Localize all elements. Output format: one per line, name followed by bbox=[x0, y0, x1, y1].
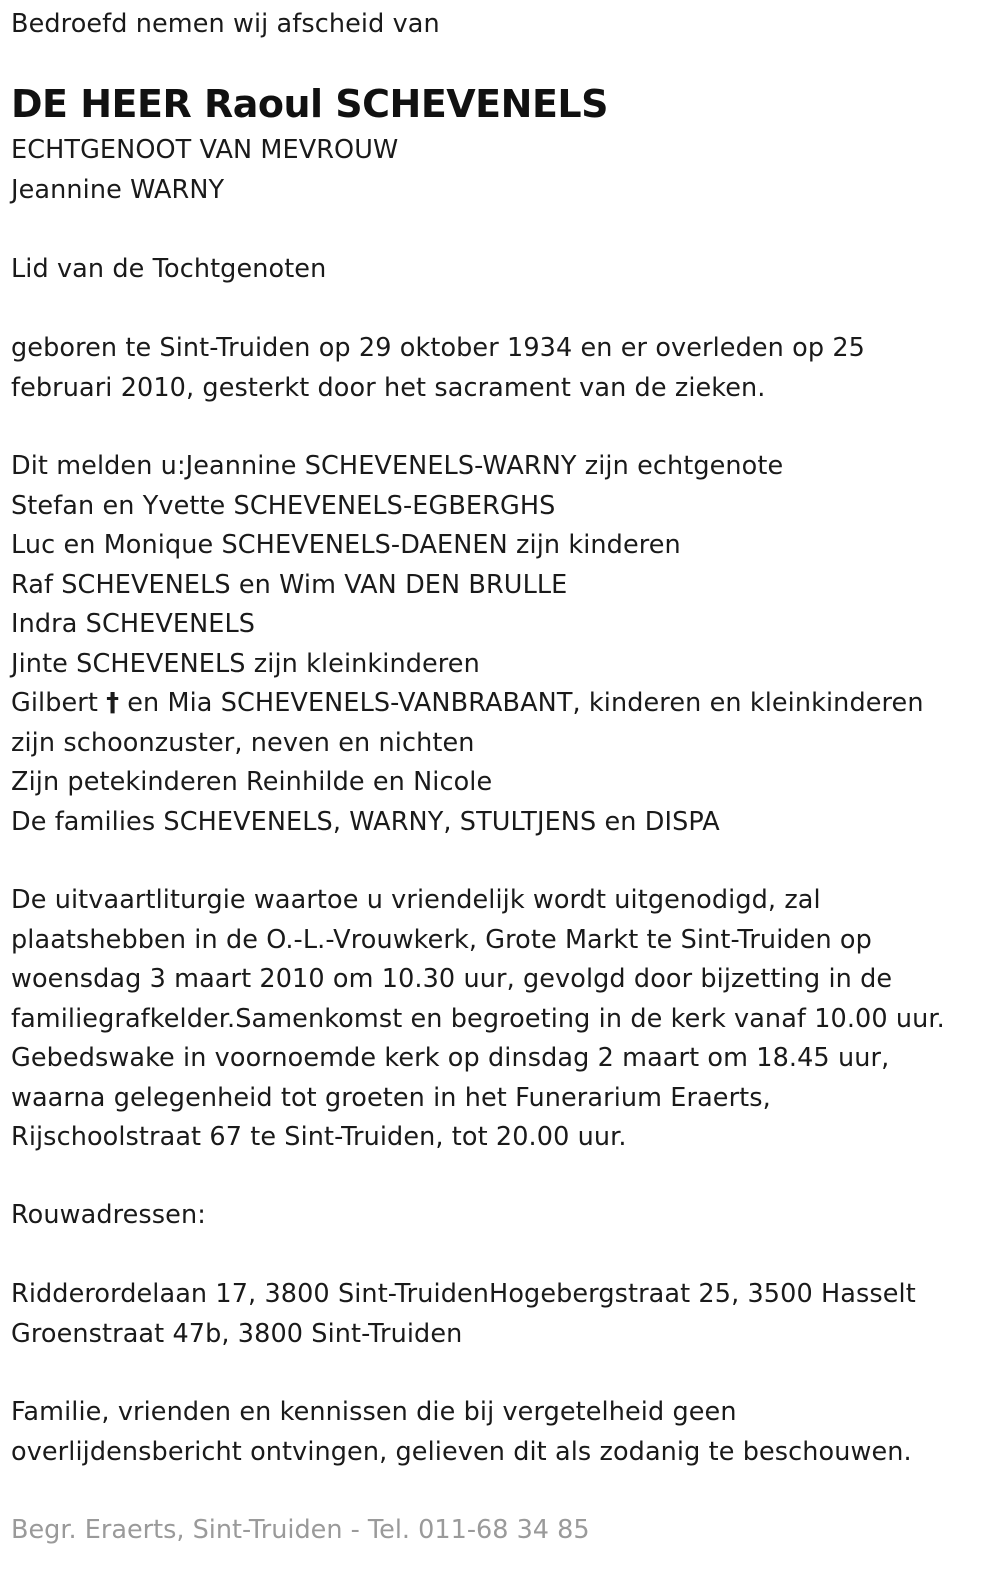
birth-line: geboren te Sint-Truiden op 29 oktober 1934 en er overleden op 25 bbox=[11, 333, 865, 363]
addresses-title: Rouwadressen: bbox=[11, 1200, 206, 1230]
family-line: Raf SCHEVENELS en Wim VAN DEN BRULLE bbox=[11, 569, 568, 600]
family-line: zijn schoonzuster, neven en nichten bbox=[11, 727, 475, 758]
membership-section bbox=[11, 250, 326, 290]
liturgy-line: plaatshebben in de O.-L.-Vrouwkerk, Grote Markt te Sint-Truiden op bbox=[11, 924, 872, 955]
spouse-section bbox=[11, 131, 398, 210]
cross-icon: † bbox=[106, 688, 120, 718]
membership-text: Lid van de Tochtgenoten bbox=[11, 254, 327, 284]
intro-text: Bedroefd nemen wij afscheid van bbox=[11, 9, 440, 39]
gilbert-text: Gilbert bbox=[11, 688, 107, 718]
family-section bbox=[11, 447, 924, 842]
notice-line: Familie, vrienden en kennissen die bij vergetelheid geen bbox=[11, 1397, 737, 1427]
notice-section bbox=[11, 1393, 912, 1472]
birth-line: februari 2010, gesterkt door het sacrament van de zieken. bbox=[11, 372, 766, 403]
liturgy-section bbox=[11, 881, 945, 1158]
liturgy-line: De uitvaartliturgie waartoe u vriendelijk wordt uitgenodigd, zal bbox=[11, 885, 821, 915]
family-line: Zijn petekinderen Reinhilde en Nicole bbox=[11, 767, 493, 797]
liturgy-line: Rijschoolstraat 67 te Sint-Truiden, tot 20.00 uur. bbox=[11, 1122, 627, 1152]
liturgy-line: familiegrafkelder.Samenkomst en begroeting in de kerk vanaf 10.00 uur. bbox=[11, 1003, 945, 1034]
spouse-line: ECHTGENOOT VAN MEVROUW bbox=[11, 135, 399, 165]
addresses-title-section bbox=[11, 1196, 206, 1236]
family-line: Stefan en Yvette SCHEVENELS-EGBERGHS bbox=[11, 490, 556, 521]
liturgy-line: Gebedswake in voornoemde kerk op dinsdag 2 maart om 18.45 uur, bbox=[11, 1043, 890, 1073]
deceased-name: DE HEER Raoul SCHEVENELS bbox=[11, 82, 608, 126]
liturgy-line: waarna gelegenheid tot groeten in het Funerarium Eraerts, bbox=[11, 1082, 771, 1113]
addresses-section bbox=[11, 1275, 916, 1354]
family-line: Luc en Monique SCHEVENELS-DAENEN zijn kinderen bbox=[11, 530, 681, 560]
family-line: Jinte SCHEVENELS zijn kleinkinderen bbox=[11, 648, 480, 679]
family-line: De families SCHEVENELS, WARNY, STULTJENS en DISPA bbox=[11, 806, 720, 837]
birth-death-section bbox=[11, 329, 865, 408]
liturgy-line: woensdag 3 maart 2010 om 10.30 uur, gevolgd door bijzetting in de bbox=[11, 964, 893, 994]
family-line: Indra SCHEVENELS bbox=[11, 609, 256, 639]
gilbert-text-rest: en Mia SCHEVENELS-VANBRABANT, kinderen en kleinkinderen bbox=[119, 688, 924, 718]
family-line-gilbert bbox=[11, 684, 924, 724]
address-line: Ridderordelaan 17, 3800 Sint-TruidenHogebergstraat 25, 3500 Hasselt bbox=[11, 1279, 916, 1309]
spouse-line: Jeannine WARNY bbox=[11, 174, 225, 205]
address-line: Groenstraat 47b, 3800 Sint-Truiden bbox=[11, 1318, 463, 1349]
family-line: Dit melden u:Jeannine SCHEVENELS-WARNY zijn echtgenote bbox=[11, 451, 784, 481]
notice-line: overlijdensbericht ontvingen, gelieven dit als zodanig te beschouwen. bbox=[11, 1436, 912, 1467]
funeral-home-footer: Begr. Eraerts, Sint-Truiden - Tel. 011-68 34 85 bbox=[11, 1515, 590, 1545]
